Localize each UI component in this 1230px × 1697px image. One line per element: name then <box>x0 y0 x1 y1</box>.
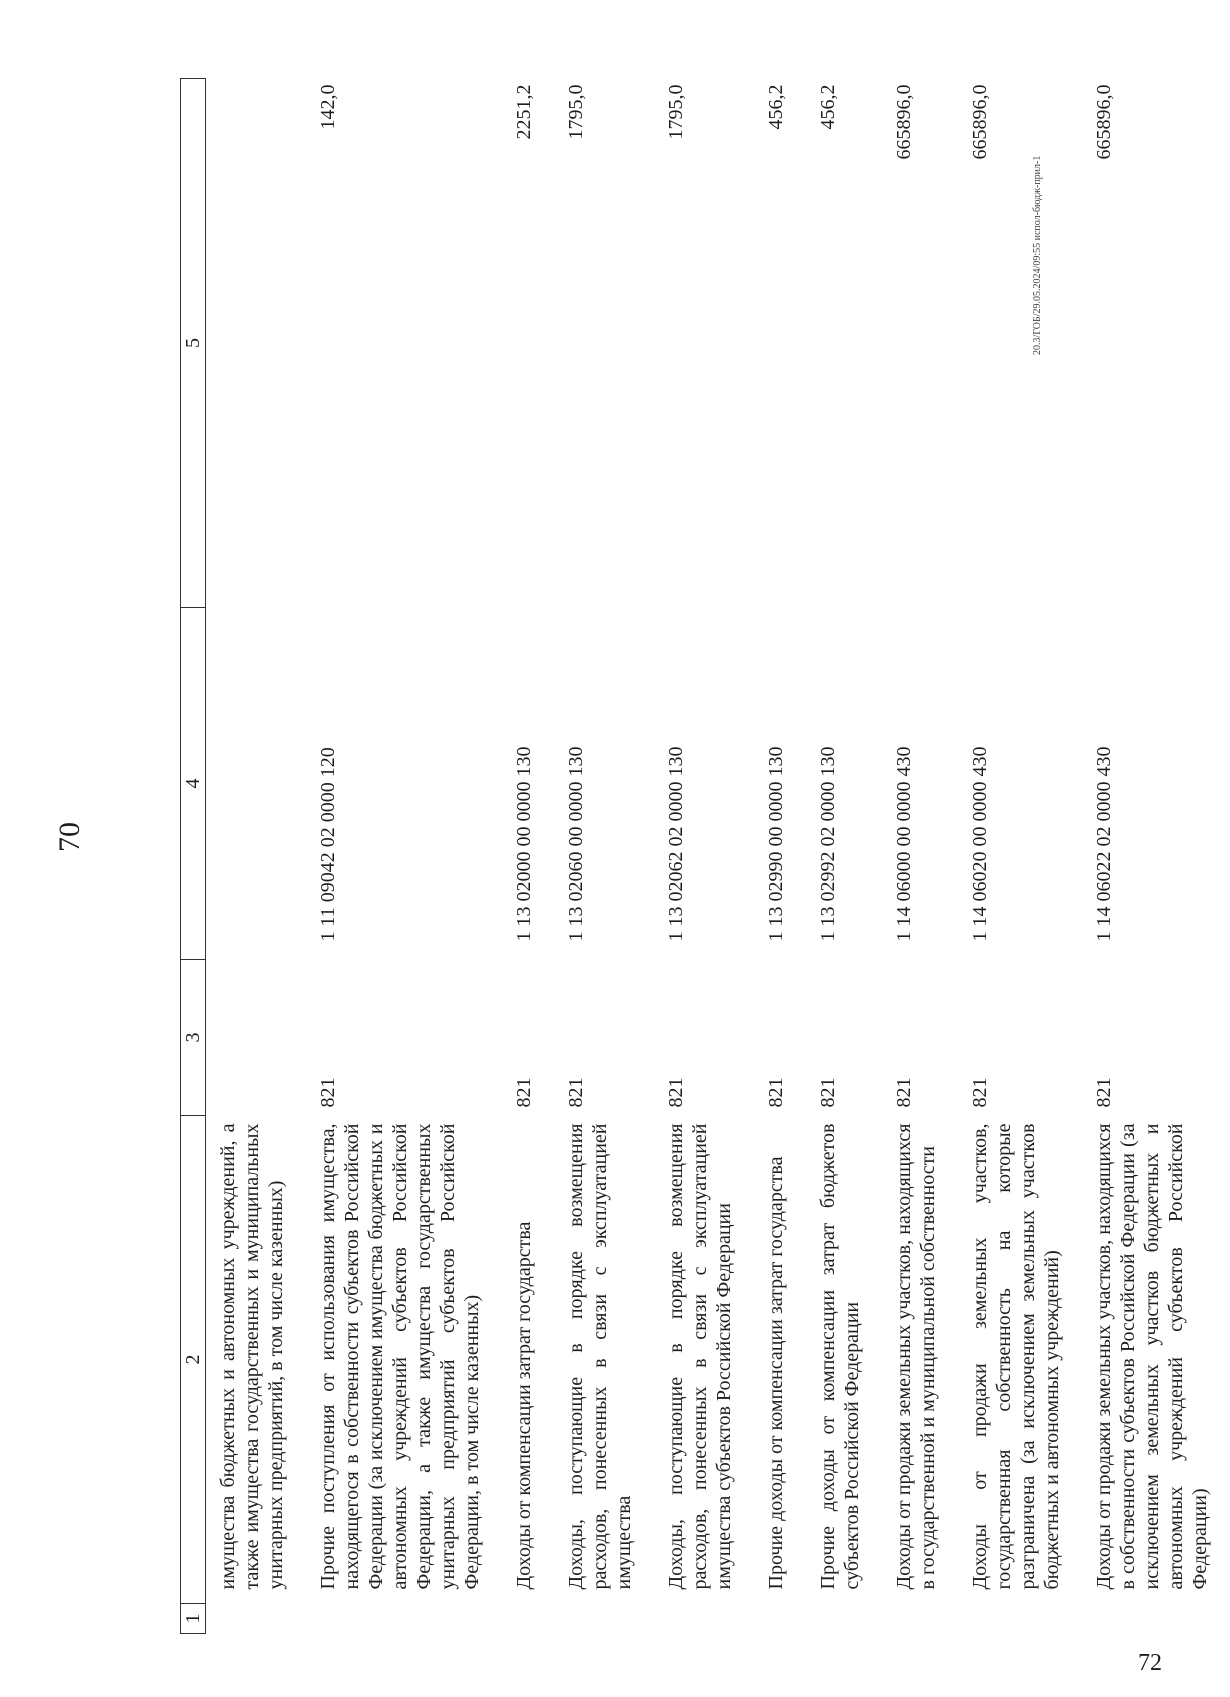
revenue-name-cell: Доходы от продажи земельных участков, находящихся в собственности субъектов Российской Федерации (за исключением земельных участков бюджетных и автономных учреждений субъектов Российской Федерации) <box>1093 1123 1211 1590</box>
column-header-3: 3 <box>181 960 206 1116</box>
revenue-name-cell: Прочие доходы от компенсации затрат государства <box>765 1156 787 1590</box>
budget-classification-code-cell: 1 13 02990 00 0000 130 <box>765 746 787 942</box>
amount-cell: 142,0 <box>317 84 339 130</box>
admin-code-cell: 821 <box>317 1077 339 1108</box>
sheet-number: 72 <box>1138 1650 1162 1676</box>
amount-cell: 456,2 <box>765 84 787 130</box>
admin-code-cell: 821 <box>1093 1077 1115 1108</box>
admin-code-cell: 821 <box>969 1077 991 1108</box>
column-header-2: 2 <box>181 1116 206 1604</box>
amount-cell: 456,2 <box>817 84 839 130</box>
table-row <box>654 79 754 1634</box>
revenue-name-cell: имущества бюджетных и автономных учреждений, а также имущества государственных и муниципальных унитарных предприятий, в том числе казенных) <box>217 1123 287 1590</box>
budget-classification-code-cell <box>206 608 307 960</box>
table-row <box>806 79 882 1634</box>
amount-cell: 2251,2 <box>513 84 535 140</box>
revenue-name-cell: Доходы, поступающие в порядке возмещения расходов, понесенных в связи с эксплуатацией имущества <box>565 1123 635 1590</box>
row-number-cell <box>958 1604 1082 1634</box>
amount-cell: 665896,0 <box>969 84 991 160</box>
row-number-cell <box>206 1604 307 1634</box>
admin-code-cell: 821 <box>893 1077 915 1108</box>
amount-cell <box>206 79 307 608</box>
admin-code-cell: 821 <box>565 1077 587 1108</box>
table-row <box>958 79 1082 1634</box>
revenue-name-cell: Доходы от компенсации затрат государства <box>513 1221 535 1590</box>
column-header-5: 5 <box>181 79 206 608</box>
page-number: 70 <box>53 822 86 852</box>
row-number-cell <box>1082 1604 1230 1634</box>
budget-classification-code-cell: 1 14 06000 00 0000 430 <box>893 746 915 942</box>
revenue-name-cell: Прочие поступления от использования имущества, находящегося в собственности субъектов Российской Федерации (за исключением имущества бюджетных и автономных учреждений субъектов Российской Федерации, а также имущества государственных унитарных предприятий субъектов Российской Федерации, в том числе казенных) <box>317 1123 483 1590</box>
budget-classification-code-cell: 1 13 02062 02 0000 130 <box>665 746 687 942</box>
table-row <box>502 79 554 1634</box>
admin-code-cell: 821 <box>765 1077 787 1108</box>
footer-stamp: 20.3/ГОБ/29.05.2024/09:55 испол-бюдж-прил-1 <box>1032 155 1043 355</box>
budget-classification-code-cell: 1 14 06020 00 0000 430 <box>969 746 991 942</box>
revenue-name-cell: Прочие доходы от компенсации затрат бюджетов субъектов Российской Федерации <box>817 1123 863 1590</box>
revenue-name-cell: Доходы от продажи земельных участков, государственная собственность на которые разграничена (за исключением земельных участков бюджетных и автономных учреждений) <box>969 1123 1063 1590</box>
admin-code-cell: 821 <box>817 1077 839 1108</box>
amount-cell: 1795,0 <box>565 84 587 140</box>
table-header-row <box>181 79 206 1634</box>
amount-cell: 665896,0 <box>893 84 915 160</box>
table-row <box>1082 79 1230 1634</box>
budget-classification-code-cell: 1 13 02000 00 0000 130 <box>513 746 535 942</box>
admin-code-cell <box>206 960 307 1116</box>
row-number-cell <box>502 1604 554 1634</box>
table-row <box>206 79 307 1634</box>
budget-classification-code-cell: 1 13 02992 02 0000 130 <box>817 746 839 942</box>
row-number-cell <box>882 1604 958 1634</box>
row-number-cell <box>754 1604 806 1634</box>
revenue-name-cell: Доходы от продажи земельных участков, находящихся в государственной и муниципальной собственности <box>893 1123 939 1590</box>
revenue-table <box>180 78 1230 1634</box>
admin-code-cell: 821 <box>665 1077 687 1108</box>
row-number-cell <box>654 1604 754 1634</box>
row-number-cell <box>806 1604 882 1634</box>
table-row <box>306 79 502 1634</box>
budget-classification-code-cell: 1 11 09042 02 0000 120 <box>317 747 339 942</box>
column-header-1: 1 <box>181 1604 206 1634</box>
column-header-4: 4 <box>181 608 206 960</box>
admin-code-cell: 821 <box>513 1077 535 1108</box>
table-body <box>206 79 1230 1634</box>
amount-cell: 665896,0 <box>1093 84 1115 160</box>
amount-cell: 1795,0 <box>665 84 687 140</box>
budget-classification-code-cell: 1 13 02060 00 0000 130 <box>565 746 587 942</box>
budget-classification-code-cell: 1 14 06022 02 0000 430 <box>1093 746 1115 942</box>
table-row <box>882 79 958 1634</box>
row-number-cell <box>306 1604 502 1634</box>
revenue-name-cell: Доходы, поступающие в порядке возмещения расходов, понесенных в связи с эксплуатацией имущества субъектов Российской Федерации <box>665 1123 735 1590</box>
table-row <box>754 79 806 1634</box>
row-number-cell <box>554 1604 654 1634</box>
table-row <box>554 79 654 1634</box>
